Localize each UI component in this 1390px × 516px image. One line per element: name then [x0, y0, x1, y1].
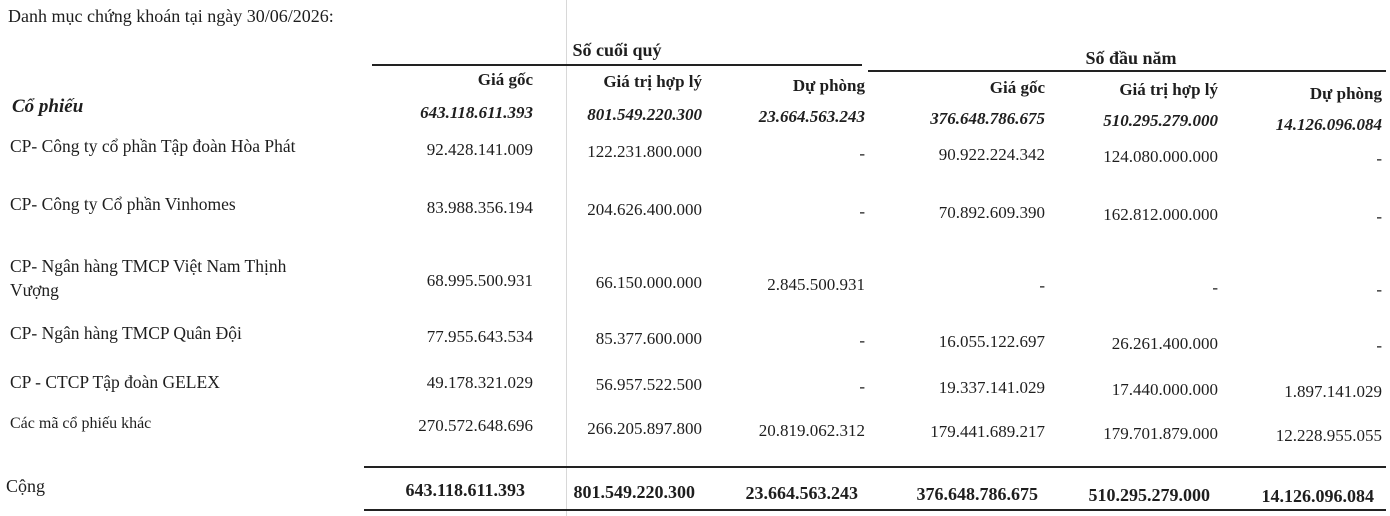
- row-mb-fair-value-start: 26.261.400.000: [1111, 334, 1218, 353]
- total-provision-end: 23.664.563.243: [745, 483, 858, 503]
- row-vinhomes-fair-value-start: 162.812.000.000: [1103, 205, 1218, 224]
- total-label: Cộng: [6, 476, 46, 496]
- table-caption: Danh mục chứng khoán tại ngày 30/06/2026:: [8, 6, 334, 26]
- row-vinhomes-fair-value-end: 204.626.400.000: [587, 200, 702, 219]
- total-bottom-rule: [364, 509, 1386, 511]
- row-other-name: Các mã cổ phiếu khác: [10, 415, 152, 432]
- row-gelex-cost-start: 19.337.141.029: [938, 378, 1045, 397]
- category-cost-end: 643.118.611.393: [420, 103, 533, 122]
- row-vpbank-cost-end: 68.995.500.931: [426, 271, 533, 290]
- row-hoa-phat-cost-start: 90.922.224.342: [938, 145, 1045, 164]
- row-mb-cost-start: 16.055.122.697: [938, 332, 1045, 351]
- row-gelex-cost-end: 49.178.321.029: [426, 373, 533, 392]
- row-vpbank-fair-value-end: 66.150.000.000: [595, 273, 702, 292]
- row-other-fair-value-end: 266.205.897.800: [587, 419, 702, 438]
- row-vpbank-provision-end: 2.845.500.931: [767, 275, 865, 294]
- col-header-cost-end: Giá gốc: [477, 70, 533, 89]
- group-header-start-of-year: Số đầu năm: [1085, 48, 1177, 68]
- row-mb-cost-end: 77.955.643.534: [426, 327, 533, 346]
- row-hoa-phat-provision-start: -: [1376, 149, 1382, 168]
- group-underline-end: [372, 64, 862, 66]
- row-vinhomes-name: CP- Công ty Cổ phần Vinhomes: [10, 194, 236, 214]
- row-vinhomes-cost-start: 70.892.609.390: [938, 203, 1045, 222]
- col-header-fair-value-start: Giá trị hợp lý: [1119, 80, 1218, 99]
- row-vpbank-fair-value-start: -: [1212, 278, 1218, 297]
- row-gelex-provision-end: -: [859, 377, 865, 396]
- scan-fold-line: [566, 0, 567, 516]
- category-provision-start: 14.126.096.084: [1275, 115, 1382, 134]
- row-vinhomes-cost-end: 83.988.356.194: [426, 198, 533, 217]
- row-other-provision-end: 20.819.062.312: [758, 421, 865, 440]
- total-cost-end: 643.118.611.393: [405, 480, 525, 500]
- row-gelex-fair-value-start: 17.440.000.000: [1111, 380, 1218, 399]
- row-vpbank-provision-start: -: [1376, 280, 1382, 299]
- row-vinhomes-provision-start: -: [1376, 207, 1382, 226]
- group-header-end-of-quarter: Số cuối quý: [572, 40, 662, 60]
- row-hoa-phat-cost-end: 92.428.141.009: [426, 140, 533, 159]
- row-hoa-phat-provision-end: -: [859, 144, 865, 163]
- row-other-cost-end: 270.572.648.696: [418, 416, 533, 435]
- col-header-provision-start: Dự phòng: [1309, 84, 1382, 103]
- category-fair-value-start: 510.295.279.000: [1103, 111, 1218, 130]
- row-mb-provision-start: -: [1376, 336, 1382, 355]
- col-header-provision-end: Dự phòng: [792, 76, 865, 95]
- category-cost-start: 376.648.786.675: [930, 109, 1045, 128]
- category-provision-end: 23.664.563.243: [758, 107, 865, 126]
- row-other-fair-value-start: 179.701.879.000: [1103, 424, 1218, 443]
- category-label: Cổ phiếu: [12, 96, 84, 117]
- total-cost-start: 376.648.786.675: [916, 484, 1038, 504]
- total-provision-start: 14.126.096.084: [1261, 486, 1374, 506]
- group-underline-start: [868, 70, 1386, 72]
- row-vpbank-name-line2: Vượng: [10, 280, 59, 300]
- row-mb-name: CP- Ngân hàng TMCP Quân Đội: [10, 323, 242, 343]
- row-hoa-phat-fair-value-end: 122.231.800.000: [587, 142, 702, 161]
- total-fair-value-end: 801.549.220.300: [573, 482, 695, 502]
- row-vpbank-name-line1: CP- Ngân hàng TMCP Việt Nam Thịnh: [10, 256, 287, 276]
- row-vpbank-cost-start: -: [1039, 276, 1045, 295]
- row-mb-provision-end: -: [859, 331, 865, 350]
- col-header-cost-start: Giá gốc: [989, 78, 1045, 97]
- row-hoa-phat-fair-value-start: 124.080.000.000: [1103, 147, 1218, 166]
- col-header-fair-value-end: Giá trị hợp lý: [603, 72, 702, 91]
- row-gelex-provision-start: 1.897.141.029: [1284, 382, 1382, 401]
- total-top-rule: [364, 466, 1386, 468]
- row-gelex-name: CP - CTCP Tập đoàn GELEX: [10, 372, 220, 392]
- row-other-provision-start: 12.228.955.055: [1275, 426, 1382, 445]
- category-fair-value-end: 801.549.220.300: [587, 105, 702, 124]
- row-hoa-phat-name: CP- Công ty cổ phần Tập đoàn Hòa Phát: [10, 136, 296, 156]
- row-other-cost-start: 179.441.689.217: [930, 422, 1045, 441]
- row-mb-fair-value-end: 85.377.600.000: [595, 329, 702, 348]
- total-fair-value-start: 510.295.279.000: [1088, 485, 1210, 505]
- row-gelex-fair-value-end: 56.957.522.500: [595, 375, 702, 394]
- row-vinhomes-provision-end: -: [859, 202, 865, 221]
